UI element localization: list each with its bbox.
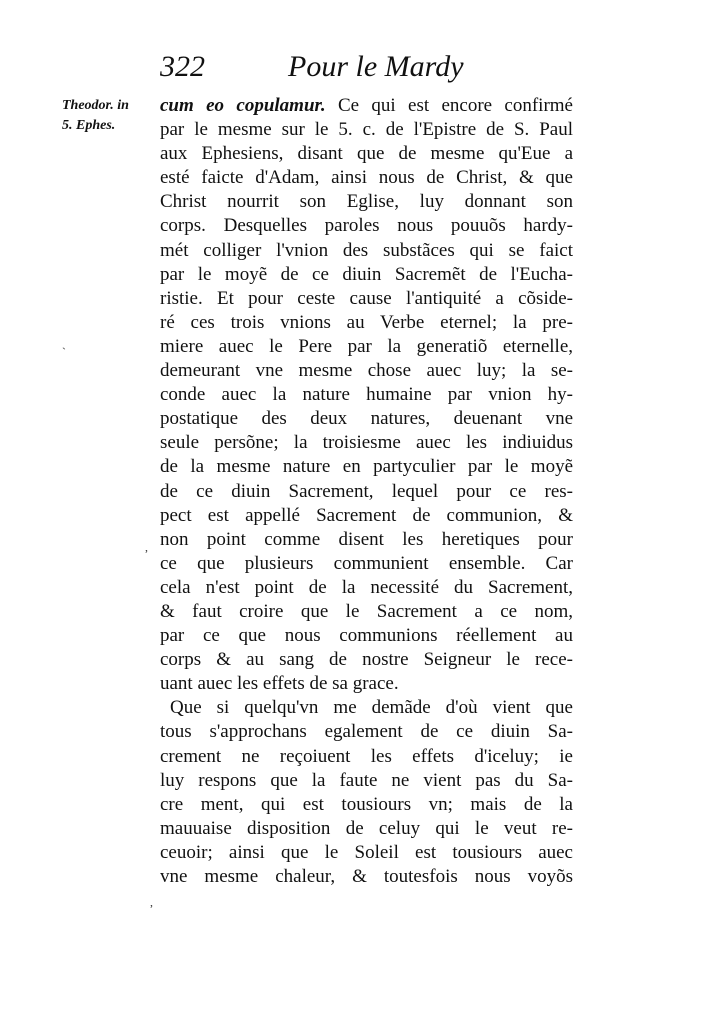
text-line: miere auec le Pere par la generatiõ eternelle, (160, 335, 573, 357)
text-line: cre ment, qui est tousiours vn; mais de la (160, 793, 573, 815)
page-number: 322 (160, 50, 205, 83)
text-line: & faut croire que le Sacrement a ce nom, (160, 600, 573, 622)
margin-note (62, 96, 154, 136)
text-line-rest: Ce qui est encore confirmé (325, 95, 573, 116)
text-line: luy respons que la faute ne vient pas du Sa- (160, 769, 573, 791)
text-line: esté faicte d'Adam, ainsi nous de Christ, & que (160, 167, 573, 189)
text-line: conde auec la nature humaine par vnion hy- (160, 384, 573, 406)
text-line: aux Ephesiens, disant que de mesme qu'Eue a (160, 143, 573, 165)
text-line: par le mesme sur le 5. c. de l'Epistre de S. Paul (160, 119, 573, 141)
text-line: vne mesme chaleur, & toutesfois nous voyõs (160, 866, 573, 887)
text-line: seule persõne; la troisiesme auec les indiuidus (160, 432, 573, 454)
text-line: ce que plusieurs communient ensemble. Car (160, 552, 573, 574)
text-line: non point comme disent les heretiques pour (160, 528, 573, 550)
text-line: ristie. Et pour ceste cause l'antiquité a cõside- (160, 287, 573, 309)
margin-note-line: Theodor. in (62, 98, 129, 113)
text-line: par le moyẽ de ce diuin Sacremẽt de l'Eucha- (160, 263, 573, 285)
text-line: mét colliger l'vnion des substãces qui se faict (160, 239, 573, 261)
text-line: cela n'est point de la necessité du Sacrement, (160, 576, 573, 598)
text-line: demeurant vne mesme chose auec luy; la se- (160, 360, 573, 382)
text-line: tous s'approchans egalement de ce diuin Sa- (160, 721, 573, 743)
text-line: uant auec les effets de sa grace. (160, 673, 399, 695)
text-line: de la mesme nature en partyculier par le moyẽ (160, 456, 573, 478)
text-line: par ce que nous communions réellement au (160, 625, 573, 647)
text-line: postatique des deux natures, deuenant vne (160, 408, 573, 430)
text-line: corps. Desquelles paroles nous pouuõs hardy- (160, 215, 573, 237)
text-line: de ce diuin Sacrement, lequel pour ce res- (160, 480, 573, 502)
ink-speck: ` (62, 345, 66, 359)
text-line: crement ne reçoiuent les effets d'iceluy; ie (160, 745, 573, 767)
text-line: mauuaise disposition de celuy qui le veut re- (160, 817, 573, 839)
ink-speck: , (150, 895, 153, 909)
text-line (160, 94, 573, 118)
text-line: Que si quelqu'vn me demãde d'où vient que (170, 697, 573, 719)
running-title: Pour le Mardy (288, 50, 464, 83)
text-line: corps & au sang de nostre Seigneur le rece- (160, 649, 573, 671)
ink-speck: , (145, 540, 148, 554)
text-line: ré ces trois vnions au Verbe eternel; la pre- (160, 311, 573, 333)
margin-note-line: 5. Ephes. (62, 118, 116, 133)
page-header (160, 50, 580, 94)
latin-quote: cum eo copulamur. (160, 95, 326, 116)
text-line: pect est appellé Sacrement de communion, & (160, 504, 573, 526)
body-text (160, 94, 573, 889)
text-line: Christ nourrit son Eglise, luy donnant son (160, 191, 573, 213)
text-line: ceuoir; ainsi que le Soleil est tousiours auec (160, 841, 573, 863)
